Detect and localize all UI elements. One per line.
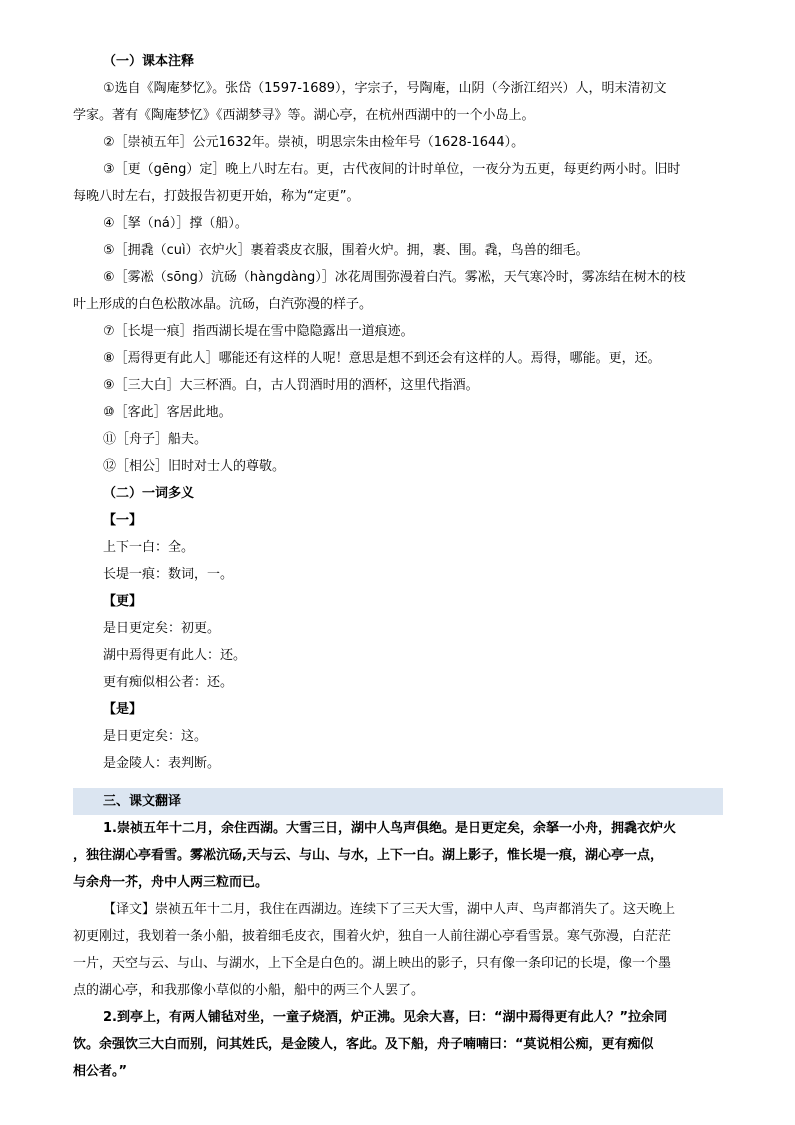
polysemy-item: 湖中焉得更有此人：还。: [103, 648, 247, 663]
note-1-line-2: 学家。著有《陶庵梦忆》《西湖梦寻》等。湖心亭，在杭州西湖中的一个小岛上。: [73, 108, 535, 123]
para1-original-line-1: 1.崇祯五年十二月，余住西湖。大雪三日，湖中人鸟声俱绝。是日更定矣，余拏一小舟，拥毳衣炉火: [103, 821, 676, 836]
note-12: ⑫［相公］旧时对士人的尊敬。: [103, 459, 286, 474]
note-2: ②［崇祯五年］公元1632年。崇祯，明思宗朱由检年号（1628-1644）。: [103, 135, 525, 150]
polysemy-item: 更有痴似相公者：还。: [103, 675, 234, 690]
note-3-line-2: 每晚八时左右，打鼓报告初更开始，称为“定更”。: [73, 189, 360, 204]
note-1-line-1: ①选自《陶庵梦忆》。张岱（1597-1689），字宗子，号陶庵，山阴（今浙江绍兴）人，明末清初文: [103, 81, 667, 96]
note-8: ⑧［焉得更有此人］哪能还有这样的人呢！意思是想不到还会有这样的人。焉得，哪能。更，还。: [103, 351, 661, 366]
polysemy-item: 是日更定矣：这。: [103, 729, 208, 744]
note-3-line-1: ③［更（gēng）定］晚上八时左右。更，古代夜间的计时单位，一夜分为五更，每更约两小时。旧时: [103, 162, 681, 177]
polysemy-item: 是金陵人：表判断。: [103, 756, 221, 771]
section-title-annotations: （一）课本注释: [103, 54, 195, 69]
note-9: ⑨［三大白］大三杯酒。白，古人罚酒时用的酒杯，这里代指酒。: [103, 378, 479, 393]
para1-translation-line-1: 【译文】崇祯五年十二月，我住在西湖边。连续下了三天大雪，湖中人声、鸟声都消失了。这天晚上: [103, 902, 676, 917]
polysemy-item: 长堤一痕：数词，一。: [103, 567, 234, 582]
polysemy-head-shi: 【是】: [103, 702, 143, 717]
note-7: ⑦［长堤一痕］指西湖长堤在雪中隐隐露出一道痕迹。: [103, 324, 414, 339]
para2-original-line-1: 2.到亭上，有两人铺毡对坐，一童子烧酒，炉正沸。见余大喜，曰：“湖中焉得更有此人？”拉余同: [103, 1010, 668, 1025]
para1-translation-line-3: 一片，天空与云、与山、与湖水，上下全是白色的。湖上映出的影子，只有像一条印记的长堤，像一个墨: [73, 956, 672, 971]
para2-original-line-2: 饮。余强饮三大白而别，问其姓氏，是金陵人，客此。及下船，舟子喃喃曰：“莫说相公痴，更有痴似: [73, 1037, 654, 1052]
polysemy-head-yi: 【一】: [103, 513, 143, 528]
para1-original-line-3: 与余舟一芥，舟中人两三粒而已。: [73, 875, 269, 890]
note-5: ⑤［拥毳（cuì）衣炉火］裹着裘皮衣服，围着火炉。拥，裹、围。毳，鸟兽的细毛。: [103, 243, 589, 258]
note-6-line-2: 叶上形成的白色松散冰晶。沆砀，白汽弥漫的样子。: [73, 297, 373, 312]
para1-original-line-2: ，独往湖心亭看雪。雾凇沆砀,天与云、与山、与水，上下一白。湖上影子，惟长堤一痕，湖心亭一点，: [73, 848, 663, 863]
note-10: ⑩［客此］客居此地。: [103, 405, 232, 420]
para1-translation-line-4: 点的湖心亭，和我那像小草似的小船，船中的两三个人罢了。: [73, 983, 425, 998]
note-11: ⑪［舟子］船夫。: [103, 432, 208, 447]
polysemy-head-geng: 【更】: [103, 594, 143, 609]
polysemy-item: 是日更定矣：初更。: [103, 621, 221, 636]
note-6-line-1: ⑥［雾凇（sōng）沆砀（hàngdàng）］冰花周围弥漫着白汽。雾凇，天气寒冷时，雾冻结在树木的枝: [103, 270, 686, 285]
para1-translation-line-2: 初更刚过，我划着一条小船，披着细毛皮衣，围着火炉，独自一人前往湖心亭看雪景。寒气弥漫，白茫茫: [73, 929, 672, 944]
note-4: ④［拏（ná）］撑（船）。: [103, 216, 248, 231]
polysemy-item: 上下一白：全。: [103, 540, 195, 555]
para2-original-line-3: 相公者。”: [73, 1064, 128, 1079]
section-title-polysemy: （二）一词多义: [103, 486, 195, 501]
section-title-translation: 三、课文翻译: [103, 794, 182, 809]
